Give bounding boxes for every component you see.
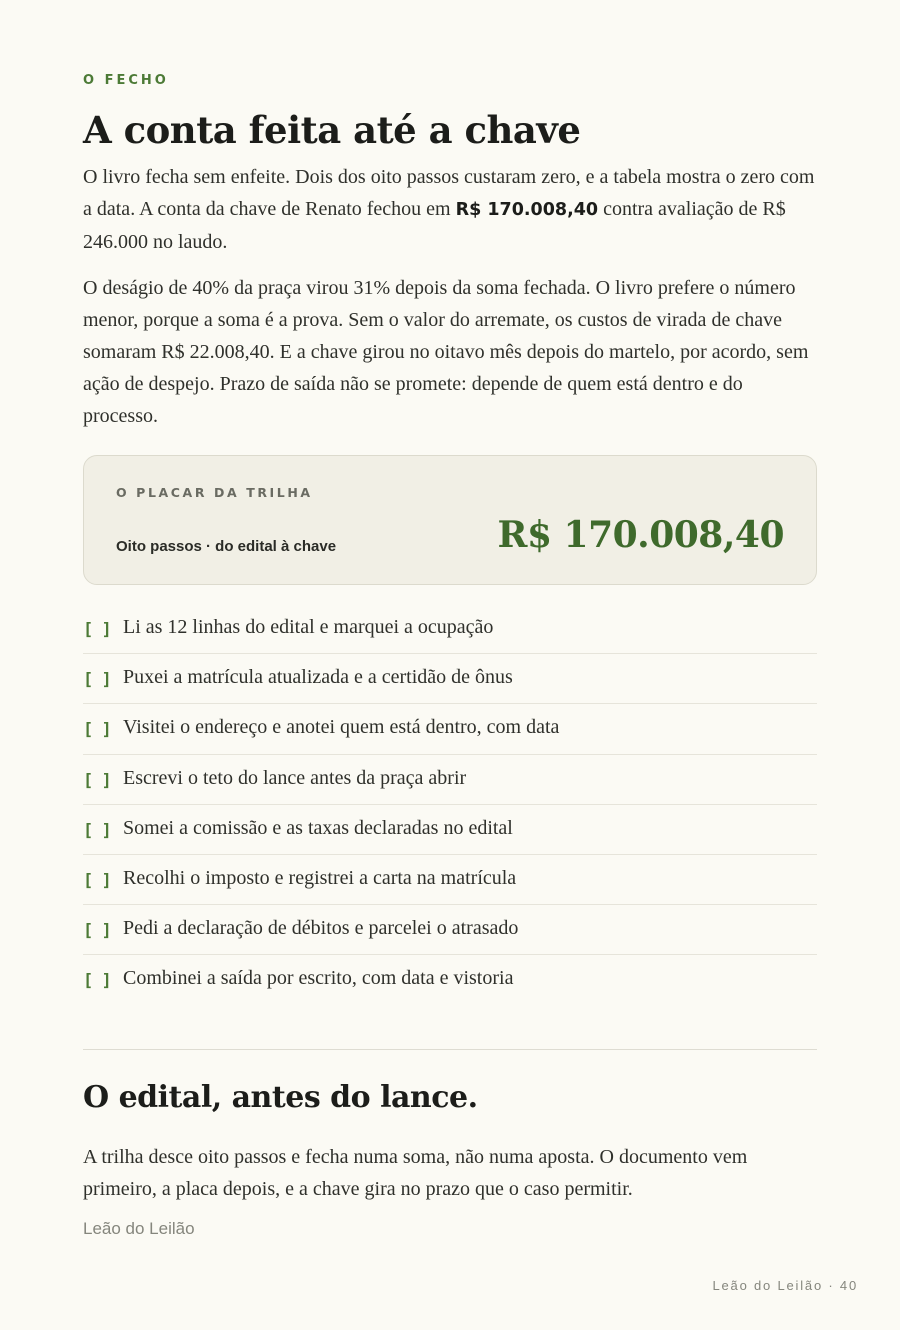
scorecard: [83, 455, 817, 585]
checkbox-icon[interactable]: [ ]: [83, 971, 111, 992]
checklist-item[interactable]: [83, 955, 817, 1005]
checklist-item[interactable]: [83, 805, 817, 855]
author-signature: Leão do Leilão: [83, 1219, 195, 1238]
page-title: A conta feita até a chave: [83, 108, 581, 152]
checklist-item-label: Li as 12 linhas do edital e marquei a ocupação: [123, 616, 494, 638]
checklist-item[interactable]: [83, 755, 817, 805]
checklist-item[interactable]: [83, 704, 817, 754]
checklist-item-label: Pedi a declaração de débitos e parcelei o atrasado: [123, 917, 519, 940]
checklist-item-label: Combinei a saída por escrito, com data e vistoria: [123, 967, 514, 990]
intro-text-start: O livro fecha sem enfeite. Dois dos oito passos custaram zero, e a tabela mostra o zero com a data. A conta da chave de Renato fechou em: [83, 166, 815, 220]
checkbox-icon[interactable]: [ ]: [83, 720, 111, 741]
checklist-item[interactable]: [83, 905, 817, 955]
scorecard-total: R$ 170.008,40: [497, 514, 784, 556]
checkbox-icon[interactable]: [ ]: [83, 921, 111, 942]
intro-text-end: contra avaliação de R$ 246.000 no laudo.: [83, 198, 786, 253]
checklist-item-label: Visitei o endereço e anotei quem está dentro, com data: [123, 716, 560, 739]
checkbox-icon[interactable]: [ ]: [83, 770, 111, 791]
total-amount-inline: R$ 170.008,40: [455, 200, 599, 220]
checklist-item[interactable]: [83, 855, 817, 905]
checklist-item-label: Recolhi o imposto e registrei a carta na matrícula: [123, 866, 517, 889]
checklist-item-label: Puxei a matrícula atualizada e a certidão de ônus: [123, 666, 513, 689]
checkbox-icon[interactable]: [ ]: [83, 820, 111, 841]
page-footer: Leão do Leilão · 40: [712, 1278, 858, 1293]
section-divider: [83, 1049, 817, 1050]
checklist-item-label: Escrevi o teto do lance antes da praça abrir: [123, 766, 467, 789]
closing-paragraph: A trilha desce oito passos e fecha numa soma, não numa aposta. O documento vem primeiro, a placa depois, e a chave gira no prazo que o caso permitir.: [83, 1146, 748, 1200]
checkbox-icon[interactable]: [ ]: [83, 670, 111, 691]
checklist-item-label: Somei a comissão e as taxas declaradas no edital: [123, 816, 513, 839]
checkbox-icon[interactable]: [ ]: [83, 620, 111, 640]
scorecard-label: O PLACAR DA TRILHA: [116, 485, 313, 500]
intro-paragraph: [83, 161, 817, 258]
checklist: [83, 604, 817, 1006]
scorecard-subtitle: Oito passos · do edital à chave: [116, 538, 337, 555]
discount-paragraph: O deságio de 40% da praça virou 31% depois da soma fechada. O livro prefere o número menor, porque a soma é a prova. Sem o valor do arremate, os custos de virada de chave somaram R$ 22.008,40. E a chave girou no oitavo mês depois do martelo, por acordo, sem ação de despejo. Prazo de saída não se promete: depende de quem está dentro e do processo.: [83, 277, 809, 427]
closing-title: O edital, antes do lance.: [83, 1080, 478, 1115]
checkbox-icon[interactable]: [ ]: [83, 870, 111, 891]
checklist-item[interactable]: [83, 604, 817, 654]
section-kicker: O FECHO: [83, 73, 169, 88]
checklist-item[interactable]: [83, 654, 817, 704]
